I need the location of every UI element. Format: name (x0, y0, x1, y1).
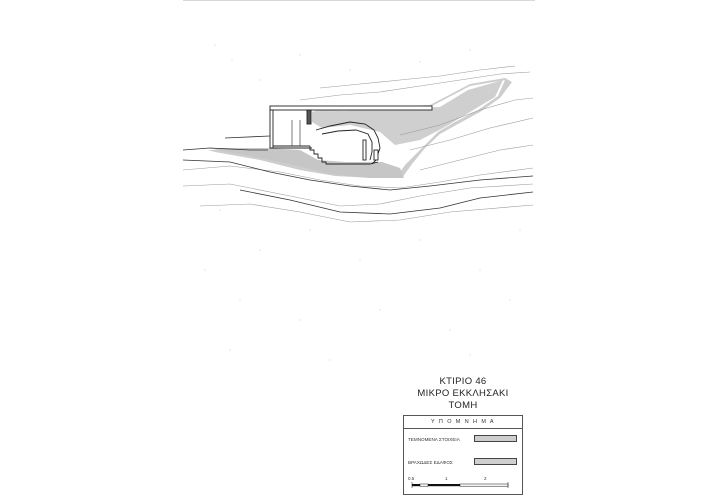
legend-item-section (404, 435, 522, 447)
legend-box (403, 415, 523, 495)
legend-item-label: ΤΕΜΝΟΜΕΝΑ ΣΤΟΙΧΕΙΑ (408, 437, 460, 442)
rock-hatch-swatch (474, 458, 517, 465)
legend-heading: Υ Π Ο Μ Ν Η Μ Α (404, 416, 522, 429)
drawing-view: ΤΟΜΗ (448, 400, 478, 411)
legend-item-rock (404, 458, 522, 470)
legend-item-label: ΒΡΑΧΩΔΕΣ ΕΔΑΦΟΣ (408, 460, 453, 465)
scale-bar-graphic (404, 476, 522, 494)
scale-bar (404, 476, 522, 494)
scale-tick-label: 1 (445, 476, 448, 481)
scale-tick-label: 2 (484, 476, 487, 481)
title-block (403, 376, 523, 412)
drawing-subtitle: ΜΙΚΡΟ ΕΚΚΛΗΣΑΚΙ (417, 388, 509, 399)
drawing-title: ΚΤΙΡΙΟ 46 (439, 376, 487, 387)
scale-tick-label: 0.5 (408, 476, 415, 481)
section-fill-swatch (474, 435, 517, 442)
